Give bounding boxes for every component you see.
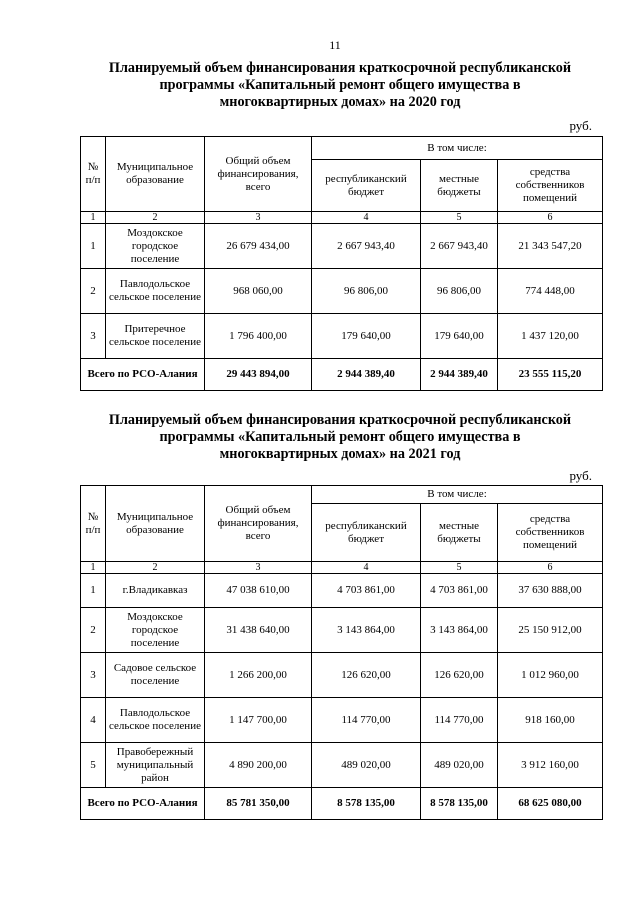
table-row: 2 Моздокское городское поселение 31 438 640,00 3 143 864,00 3 143 864,00 25 150 912,00 [81, 608, 603, 653]
title-2021: Планируемый объем финансирования краткосрочной республиканской программы «Капитальный ремонт общего имущества в многоквартирных домах» на 2021 год [108, 412, 572, 462]
table-row: 3 Притеречное сельское поселение 1 796 400,00 179 640,00 179 640,00 1 437 120,00 [81, 314, 603, 359]
table-row: 2 Павлодольское сельское поселение 968 060,00 96 806,00 96 806,00 774 448,00 [81, 269, 603, 314]
table-row: 1 г.Владикавказ 47 038 610,00 4 703 861,00 4 703 861,00 37 630 888,00 [81, 574, 603, 608]
header-total: Общий объем финансирования, всего [205, 137, 312, 212]
title-2020: Планируемый объем финансирования краткосрочной республиканской программы «Капитальный ремонт общего имущества в многоквартирных домах» на 2020 год [108, 60, 572, 110]
header-municipality: Муниципальное образование [106, 137, 205, 212]
header-municipality: Муниципальное образование [106, 486, 205, 562]
header-local-budgets: местные бюджеты [421, 504, 498, 562]
currency-label-2021: руб. [569, 468, 592, 483]
header-no: № п/п [81, 137, 106, 212]
header-including: В том числе: [312, 137, 603, 160]
table-row: 3 Садовое сельское поселение 1 266 200,00 126 620,00 126 620,00 1 012 960,00 [81, 653, 603, 698]
page-number: 11 [329, 38, 341, 52]
total-row: Всего по РСО-Алания 29 443 894,00 2 944 389,40 2 944 389,40 23 555 115,20 [81, 359, 603, 391]
table-row: 1 Моздокское городское поселение 26 679 434,00 2 667 943,40 2 667 943,40 21 343 547,20 [81, 224, 603, 269]
table-row: 4 Павлодольское сельское поселение 1 147 700,00 114 770,00 114 770,00 918 160,00 [81, 698, 603, 743]
header-local-budgets: местные бюджеты [421, 160, 498, 212]
header-owners-funds: средства собственников помещений [498, 504, 603, 562]
header-total: Общий объем финансирования, всего [205, 486, 312, 562]
header-owners-funds: средства собственников помещений [498, 160, 603, 212]
financing-table-2021 [80, 485, 603, 820]
header-including: В том числе: [312, 486, 603, 504]
header-no: № п/п [81, 486, 106, 562]
header-republican-budget: республиканский бюджет [312, 504, 421, 562]
header-republican-budget: республиканский бюджет [312, 160, 421, 212]
currency-label-2020: руб. [569, 118, 592, 133]
financing-table-2020 [80, 136, 603, 391]
total-row: Всего по РСО-Алания 85 781 350,00 8 578 135,00 8 578 135,00 68 625 080,00 [81, 788, 603, 820]
column-numbers-row: 1 2 3 4 5 6 [81, 212, 603, 224]
column-numbers-row: 1 2 3 4 5 6 [81, 562, 603, 574]
table-row: 5 Правобережный муниципальный район 4 890 200,00 489 020,00 489 020,00 3 912 160,00 [81, 743, 603, 788]
